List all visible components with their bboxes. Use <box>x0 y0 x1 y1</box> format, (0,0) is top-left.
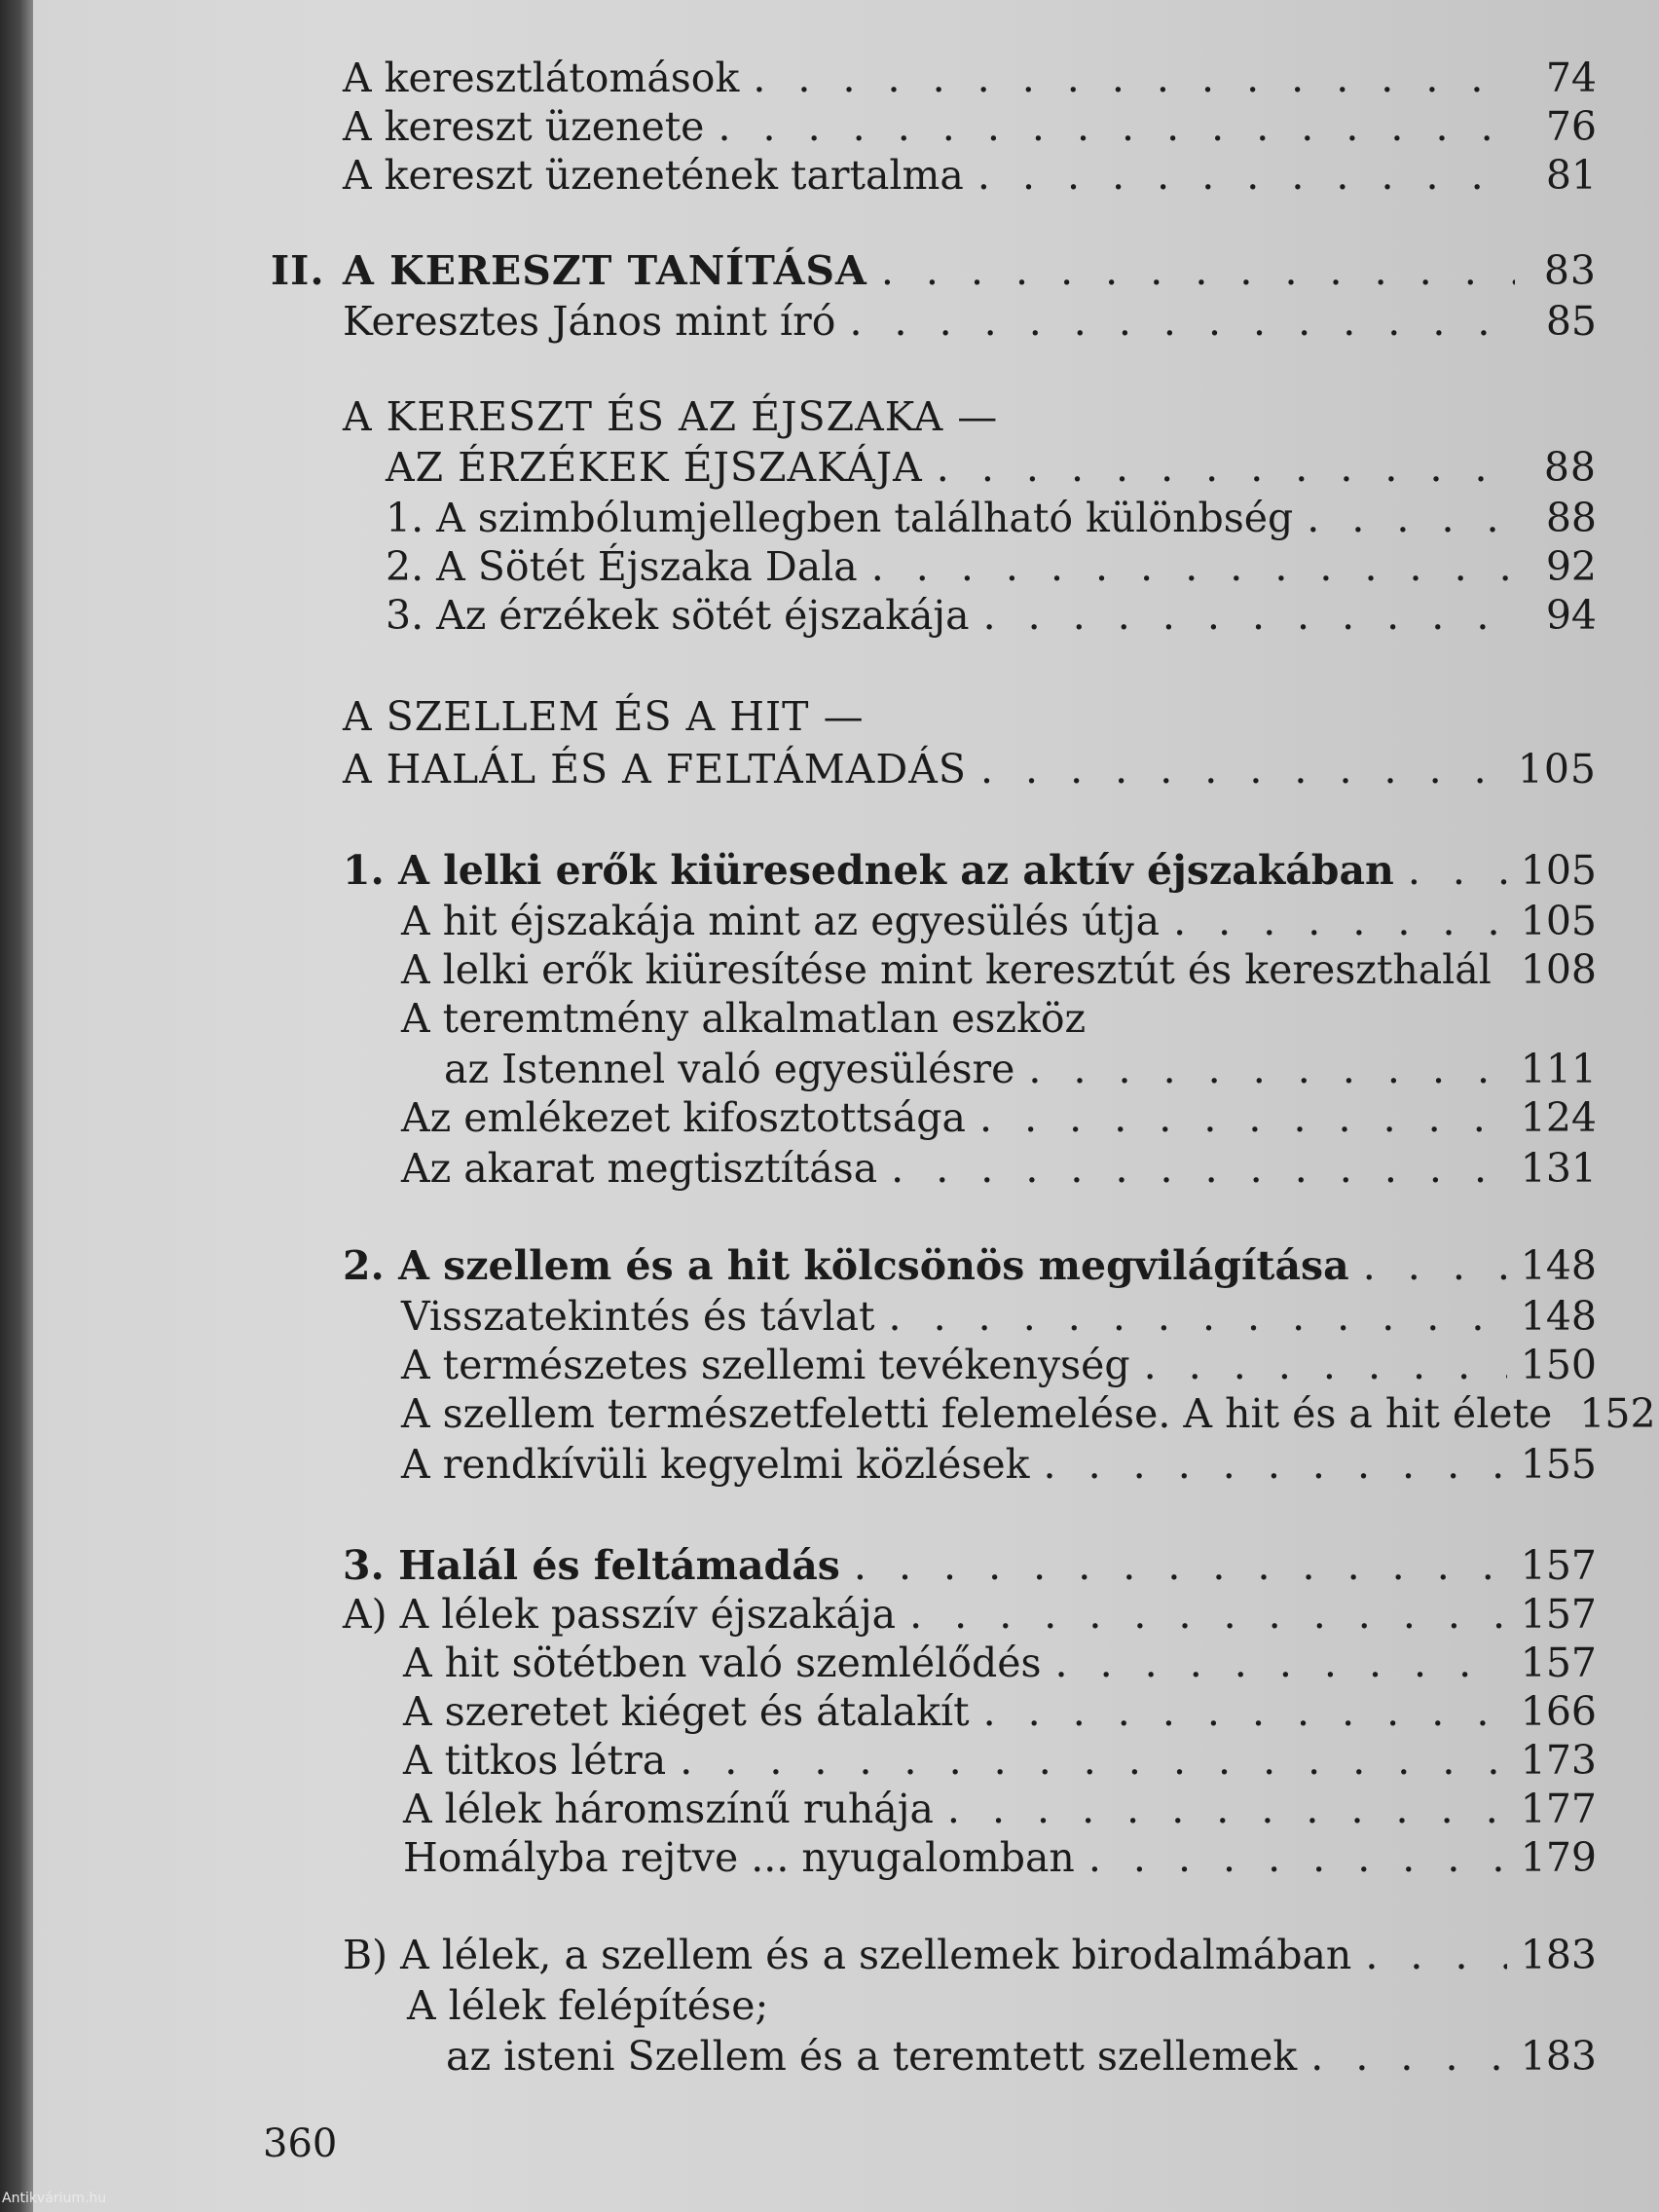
leader-dots <box>871 543 1515 590</box>
toc-entry-page: 150 <box>1520 1342 1597 1388</box>
leader-dots <box>980 746 1504 793</box>
toc-entry-page: 155 <box>1520 1441 1597 1488</box>
toc-entry-title: A kereszt üzenetének tartalma <box>343 152 964 199</box>
toc-entry-title: A KERESZT TANÍTÁSA <box>343 247 867 294</box>
toc-entry-title: 1. A lelki erők kiüresednek az aktív éjszakában <box>343 847 1394 894</box>
toc-entry-title: A szellem természetfeletti felemelése. A hit és a hit élete <box>401 1390 1553 1437</box>
toc-subsection-heading <box>343 1542 1597 1589</box>
toc-entry <box>343 103 1597 150</box>
toc-entry-title: A lelki erők kiüresítése mint keresztút és kereszthalál <box>401 946 1492 993</box>
toc-entry <box>401 1342 1597 1388</box>
leader-dots <box>1310 2033 1506 2080</box>
leader-dots <box>881 247 1515 294</box>
leader-dots <box>854 1542 1507 1589</box>
toc-entry-title: A szeretet kiéget és átalakít <box>403 1688 970 1735</box>
toc-entry <box>403 1640 1597 1686</box>
toc-entry-page: 88 <box>1545 495 1597 541</box>
toc-entry <box>444 1046 1597 1092</box>
toc-chapter-heading <box>343 693 1597 740</box>
toc-entry <box>386 495 1597 541</box>
toc-entry-page: 157 <box>1520 1640 1597 1686</box>
toc-entry-title: 2. A Sötét Éjszaka Dala <box>386 543 858 590</box>
leader-dots <box>983 592 1515 639</box>
toc-entry <box>386 592 1597 639</box>
leader-dots <box>718 103 1515 150</box>
leader-dots <box>977 152 1515 199</box>
toc-entry-page: 183 <box>1520 1932 1597 1978</box>
leader-dots <box>1505 946 1507 993</box>
toc-entry-page: 74 <box>1545 55 1597 101</box>
toc-entry-page: 83 <box>1543 247 1597 294</box>
toc-entry-title: A lélek felépítése; <box>407 1982 769 2029</box>
leader-dots <box>1028 1046 1506 1092</box>
leader-dots <box>1365 1932 1506 1978</box>
toc-entry <box>403 1786 1597 1832</box>
section-number: II. <box>271 247 325 294</box>
toc-section-heading <box>271 247 1597 294</box>
toc-entry-page: 105 <box>1520 898 1597 944</box>
leader-dots <box>680 1737 1507 1784</box>
leader-dots <box>1307 495 1515 541</box>
leader-dots <box>1363 1242 1507 1289</box>
toc-entry-page: 152 <box>1579 1390 1656 1437</box>
leader-dots <box>753 55 1515 101</box>
toc-entry-page: 94 <box>1545 592 1597 639</box>
toc-entry-page: 105 <box>1517 746 1597 793</box>
toc-entry-title: AZ ÉRZÉKEK ÉJSZAKÁJA <box>386 444 923 491</box>
toc-entry-title: 2. A szellem és a hit kölcsönös megvilágítása <box>343 1242 1349 1289</box>
toc-entry-title: Keresztes János mint író <box>343 298 836 345</box>
leader-dots <box>1408 847 1507 894</box>
toc-entry-page: 157 <box>1520 1591 1597 1638</box>
toc-entry-title: 1. A szimbólumjellegben található különbség <box>386 495 1294 541</box>
leader-dots <box>979 1094 1507 1141</box>
toc-entry-page: 131 <box>1520 1145 1597 1192</box>
toc-entry-title: B) A lélek, a szellem és a szellemek birodalmában <box>343 1932 1352 1978</box>
toc-entry-title: az isteni Szellem és a teremtett szellemek <box>446 2033 1298 2080</box>
toc-entry <box>343 1591 1597 1638</box>
toc-entry-page: 81 <box>1545 152 1597 199</box>
toc-entry <box>403 1737 1597 1784</box>
toc-entry <box>401 1145 1597 1192</box>
toc-entry-page: 92 <box>1545 543 1597 590</box>
toc-entry <box>343 298 1597 345</box>
toc-entry-title: A kereszt üzenete <box>343 103 705 150</box>
toc-entry-title: 3. Az érzékek sötét éjszakája <box>386 592 970 639</box>
toc-entry-title: A keresztlátomások <box>343 55 740 101</box>
toc-entry <box>403 1688 1597 1735</box>
toc-entry <box>401 1293 1597 1340</box>
leader-dots <box>891 1145 1507 1192</box>
toc-entry-title: A lélek háromszínű ruhája <box>403 1786 934 1832</box>
toc-entry-title: 3. Halál és feltámadás <box>343 1542 840 1589</box>
toc-entry <box>401 1390 1656 1437</box>
book-binding-shadow <box>0 0 33 2212</box>
toc-entry-page: 85 <box>1545 298 1597 345</box>
toc-entry <box>401 995 1597 1042</box>
toc-entry <box>386 543 1597 590</box>
toc-chapter-heading <box>386 444 1597 491</box>
toc-entry-title: az Istennel való egyesülésre <box>444 1046 1015 1092</box>
toc-entry-page: 173 <box>1520 1737 1597 1784</box>
toc-entry-title: A hit sötétben való szemlélődés <box>403 1640 1042 1686</box>
toc-entry-page: 157 <box>1520 1542 1597 1589</box>
toc-entry-page: 177 <box>1520 1786 1597 1832</box>
toc-entry-title: Homályba rejtve ... nyugalomban <box>403 1834 1075 1881</box>
leader-dots <box>1144 1342 1507 1388</box>
toc-entry-title: A természetes szellemi tevékenység <box>401 1342 1130 1388</box>
toc-entry-title: A HALÁL ÉS A FELTÁMADÁS <box>343 746 967 793</box>
toc-entry-page: 166 <box>1520 1688 1597 1735</box>
toc-entry <box>401 1094 1597 1141</box>
toc-entry-title: A KERESZT ÉS AZ ÉJSZAKA — <box>343 393 999 440</box>
leader-dots <box>1088 1834 1507 1881</box>
toc-entry-page: 183 <box>1520 2033 1597 2080</box>
toc-entry-title: Az akarat megtisztítása <box>401 1145 878 1192</box>
toc-entry <box>343 152 1597 199</box>
toc-entry-title: A titkos létra <box>403 1737 667 1784</box>
toc-entry-title: A hit éjszakája mint az egyesülés útja <box>401 898 1161 944</box>
leader-dots <box>983 1688 1507 1735</box>
toc-entry <box>401 1441 1597 1488</box>
leader-dots <box>1044 1441 1507 1488</box>
toc-entry <box>407 1982 1597 2029</box>
toc-entry <box>343 1932 1597 1978</box>
toc-entry-page: 179 <box>1520 1834 1597 1881</box>
toc-entry-title: Az emlékezet kifosztottsága <box>401 1094 966 1141</box>
toc-entry <box>343 55 1597 101</box>
leader-dots <box>947 1786 1507 1832</box>
toc-entry <box>401 898 1597 944</box>
toc-subsection-heading <box>343 1242 1597 1289</box>
toc-entry-page: 108 <box>1520 946 1597 993</box>
toc-entry-title: Visszatekintés és távlat <box>401 1293 875 1340</box>
toc-chapter-heading <box>343 746 1597 793</box>
toc-entry-page: 148 <box>1520 1293 1597 1340</box>
leader-dots <box>849 298 1515 345</box>
toc-entry <box>446 2033 1597 2080</box>
toc-subsection-heading <box>343 847 1597 894</box>
leader-dots <box>1173 898 1507 944</box>
leader-dots <box>1055 1640 1507 1686</box>
page-number: 360 <box>263 2121 338 2166</box>
toc-entry-page: 76 <box>1545 103 1597 150</box>
watermark: Antikvárium.hu <box>2 2191 107 2206</box>
leader-dots <box>909 1591 1507 1638</box>
toc-chapter-heading <box>343 393 1597 440</box>
toc-entry-page: 148 <box>1520 1242 1597 1289</box>
toc-entry-title: A rendkívüli kegyelmi közlések <box>401 1441 1030 1488</box>
toc-entry <box>403 1834 1597 1881</box>
toc-entry-page: 88 <box>1543 444 1597 491</box>
toc-entry-title: A) A lélek passzív éjszakája <box>343 1591 897 1638</box>
toc-entry-page: 105 <box>1520 847 1597 894</box>
toc-entry <box>401 946 1597 993</box>
leader-dots <box>937 444 1515 491</box>
toc-entry-page: 111 <box>1520 1046 1597 1092</box>
toc-entry-title: A teremtmény alkalmatlan eszköz <box>401 995 1087 1042</box>
toc-entry-title: A SZELLEM ÉS A HIT — <box>343 693 865 740</box>
toc-entry-page: 124 <box>1520 1094 1597 1141</box>
leader-dots <box>889 1293 1507 1340</box>
